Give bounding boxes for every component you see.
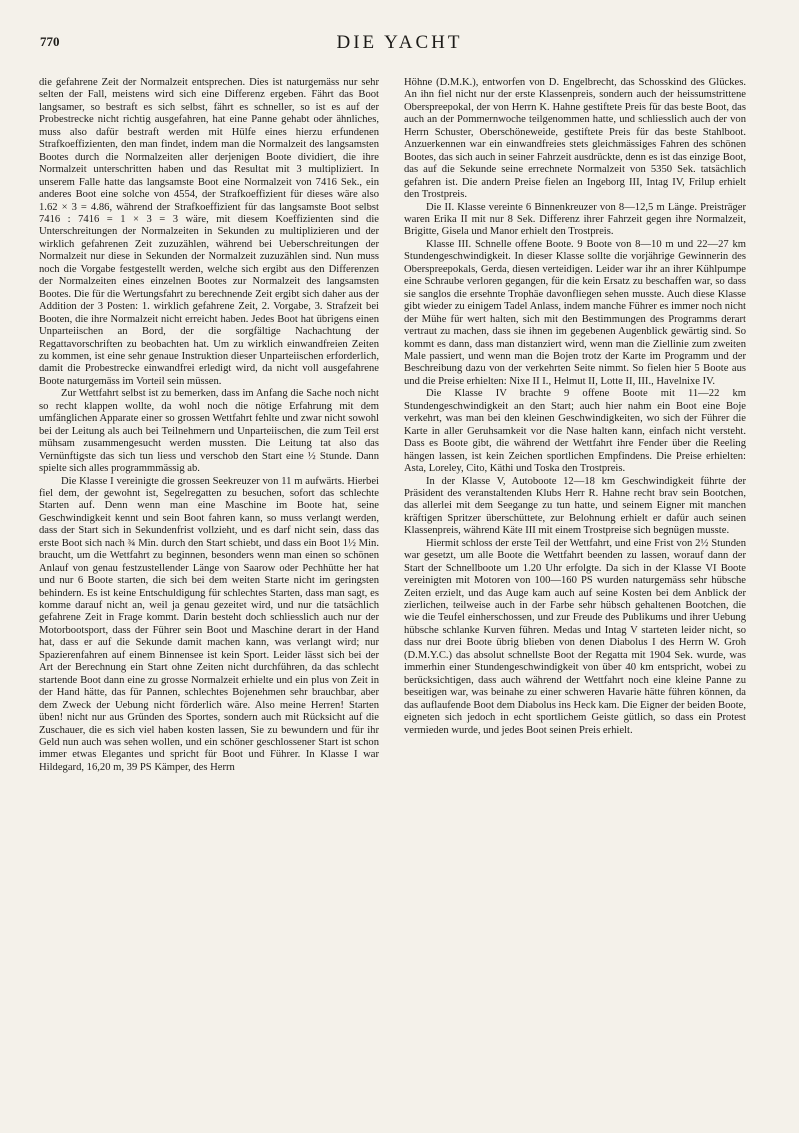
journal-title: DIE YACHT xyxy=(336,32,463,53)
page-number: 770 xyxy=(40,34,60,49)
paragraph: Zur Wettfahrt selbst ist zu bemerken, dass im Anfang die Sache noch nicht so recht klappen wollte, da wohl noch die nötige Erfahrung mit dem umfänglichen Apparate einer so grossen Wettfahrt fehlte und zwar nicht sowohl bei der Leitung als auch bei Teilnehmern und Unparteiischen, die zum Teil erst mühsam zusammengesucht werden mussten. Die Leitung tat also das Vernünftigste das sich tun liess und verschob den Start eine ½ Stunde. Dann spielte sich alles programmmässig ab. xyxy=(39,388,379,475)
paragraph: Klasse III. Schnelle offene Boote. 9 Boote von 8—10 m und 22—27 km Stundengeschwindigkeit. In dieser Klasse sollte die vorjährige Gewinnerin des Oberspreepokals, Gerda, diesen verteidigen. Leider war ihr an ihrer Kühlpumpe eine Schraube verloren gegangen, für die kein Ersatz zu beschaffen war, so dass sie sanglos die ersehnte Trophäe davonfliegen sehen musste. Auch diese Klasse gibt wieder zu einigem Tadel Anlass, indem manche Führer es immer noch nicht der Mühe für wert halten, sich mit den Bestimmungen des Programms derart vertraut zu machen, dass sie ihnen im gegebenen Augenblick gewärtig sind. So kommt es dann, dass man distanziert wird, wenn man die Ziellinie zum zweiten Male passiert, und wenn man die Bojen trotz der Karte im Programm und der Beschreibung dazu von der verkehrten Seite nimmt. So fielen hier 5 Boote aus und die Preise erhielten: Nixe II I., Helmut II, Lotte II, III., Havelnixe IV. xyxy=(404,238,746,387)
paragraph: Höhne (D.M.K.), entworfen von D. Engelbrecht, das Schosskind des Glückes. An ihn fiel nicht nur der erste Klassenpreis, sondern auch der heissumstrittene Oberspreepokal, der von Herrn K. Hahne gestiftete Preis für das beste Boot, das auch an der Pommernwoche teilgenommen hatte, und schliesslich auch der von Herrn Schuster, Oberschöneweide, gestiftete Preis für das beste Stahlboot. Anzuerkennen war ein einwandfreies stets gleichmässiges Fahren des schönen Bootes, das sich auch in seiner Fahrzeit ausdrückte, denn es ist das einzige Boot, das auf die Sekunde seine errechnete Normalzeit von 5350 Sek. tatsächlich gefahren ist. Die andern Preise fielen an Ingeborg III, Intag IV, Frilup erhielt den Trostpreis. xyxy=(404,77,746,201)
paragraph: die gefahrene Zeit der Normalzeit entsprechen. Dies ist naturgemäss nur sehr selten der Fall, meistens wird sich eine Differenz ergeben. Fährt das Boot langsamer, so bestraft es sich selbst, fährt es schneller, so ist es auf der Probestrecke nicht richtig ausgefahren, hat eine Panne gehabt oder ähnliches, muss also dafür bestraft werden mit Hülfe eines hierzu erfundenen Strafkoeffizienten, den man findet, indem man die Normalzeit des langsamsten Bootes durch die Normalzeiten aller derjenigen Boote dividiert, die ihre Normalzeit unterschritten haben und das Resultat mit 3 multipliziert. In unserem Falle hatte das langsamste Boot eine Normalzeit von 7416 Sek., ein anderes Boot eine solche von 4554, der Strafkoeffizient für dieses wäre also 1.62 × 3 = 4.86, während der Strafkoeffizient für das langsamste Boot selbst 7416 : 7416 = 1 × 3 = 3 wäre, mit diesem Koeffizienten sind die Unterschreitungen der Normalzeiten in Sekunden zu multiplizieren und der wirklich gefahrenen Zeit zuzuzählen, während bei Ueberschreitungen der Normalzeit nur diese in Sekunden der Normalzeit zuzuzählen sind. Nun muss noch die Vorgabe festgestellt werden, welche sich ergibt aus den Differenzen der Normalzeiten eines einzelnen Bootes zur Normalzeit des langsamsten Bootes. Die für die Wertungsfahrt zu berechnende Zeit ergibt sich daher aus der Addition der 3 Posten: 1. wirklich gefahrene Zeit, 2. Vorgabe, 3. Strafzeit bei Booten, die ihre Normalzeit nicht erreicht haben. Jedes Boot hat übrigens einen Unparteiischen an Bord, der die sorgfältige Nachachtung der Regattavorschriften zu beobachten hat. Um zu wirklich einwandfreien Zeiten zu kommen, ist eine sehr genaue Instruktion dieser Unparteiischen erforderlich, damit die Probestrecke einwandfrei erledigt wird, da nicht voll ausgefahrene Boote naturgemäss im Vorteil sein müssen. xyxy=(39,77,379,387)
paragraph: Die Klasse IV brachte 9 offene Boote mit 11—22 km Stundengeschwindigkeit an den Start; auch hier nahm ein Boot eine Boje verkehrt, was man bei den kleinen Geschwindigkeiten, wo sich der Führer die Karte in aller Geruhsamkeit vor die Nase halten kann, einfach nicht versteht. Dass es Boote gibt, die während der Wettfahrt ihre Fender über die Reeling hängen lassen, ist kein Zeichen sportlichen Empfindens. Die Preise erhielten: Asta, Loreley, Cito, Käthi und Toska den Trostpreis. xyxy=(404,388,746,475)
paragraph: Die II. Klasse vereinte 6 Binnenkreuzer von 8—12,5 m Länge. Preisträger waren Erika II mit nur 8 Sek. Differenz ihrer Fahrzeit gegen ihre Normalzeit, Brigitte, Gisela und Manor erhielt den Trostpreis. xyxy=(404,201,746,238)
right-column xyxy=(404,77,746,737)
paragraph: Die Klasse I vereinigte die grossen Seekreuzer von 11 m aufwärts. Hierbei fiel dem, der gewohnt ist, Segelregatten zu besuchen, sofort das schlechte Starten auf. Denn wenn man eine Maschine im Boote hat, seine Geschwindigkeit kennt und sein Boot fahren kann, so muss verlangt werden, dass der Start sich in Sekundenfrist vollzieht, und es darf nicht sein, dass das erste Boot sich nach ¾ Min. durch den Start schiebt, und dass ein Boot 1½ Min. braucht, um die Wettfahrt zu beginnen, besonders wenn man einen so schönen Anlauf von genau festzustellender Länge von Saarow oder Pechhütte her hat und nur 6 Boote starten, die sich bei dem weiten Starte nicht im geringsten behindern. Es ist keine Entschuldigung für schlechtes Starten, dass man sagt, es komme darauf nicht an, weil ja genau gezeitet wird, und nur die tatsächlich gefahrene Zeit in Frage kommt. Darin besteht doch schliesslich auch nur der Motorbootsport, dass der Führer sein Boot und Maschine derart in der Hand hat, dass er auf die Sekunde damit machen kann, was verlangt wird; nur Spazierenfahren auf einem Binnensee ist kein Sport. Leider lässt sich bei der Art der Berechnung ein Start ohne Zeiten nicht durchführen, da das schlecht startende Boot dann eine zu grosse Normalzeit erhielte und ein plus von Zeit in der Hand hätte, das für Pannen, schlechtes Bojenehmen sehr brauchbar, aber dem Zweck der Uebung nicht förderlich wäre. Also meine Herren! Starten üben! nicht nur aus Gründen des Sportes, sondern auch mit Rücksicht auf die Zuschauer, die es sich viel haben kosten lassen, Sie zu bewundern und für ihr Geld nun auch was sehen wollen, und ein schöner geschlossener Start ist schon immer etwas Elegantes und spricht für Boot und Führer. In Klasse I war Hildegard, 16,20 m, 39 PS Kämper, des Herrn xyxy=(39,475,379,773)
paragraph: In der Klasse V, Autoboote 12—18 km Geschwindigkeit führte der Präsident des veranstaltenden Klubs Herr R. Hahne recht brav sein Bootchen, das allerlei mit dem Seegange zu tun hatte, und seinem Eigner mit manchen kräftigen Spritzer überschüttete, zur Belohnung erhielt er dafür auch seinen Klassenpreis, während Käte III mit einem Trostpreise sich begnügen musste. xyxy=(404,475,746,537)
left-column xyxy=(39,77,379,774)
paragraph: Hiermit schloss der erste Teil der Wettfahrt, und eine Frist von 2½ Stunden war gesetzt, um alle Boote die Wettfahrt beenden zu lassen, worauf dann der Start der Schnellboote um 1.20 Uhr erfolgte. Da sich in der Klasse VI Boote vereinigten mit Motoren von 100—160 PS wurden naturgemäss sehr hübsche Zeiten erzielt, und das Auge kam auch auf seine Kosten bei dem Anblick der zierlichen, teilweise auch in der Farbe sehr hübsch gehaltenen Bootchen, die wie die Teufel einherschossen, und zur Freude des Publikums und ihrer Uebung hübsche schlanke Kurven führen. Medas und Intag V starteten leider nicht, so dass nur drei Boote übrig blieben von denen Diabolus I des Herrn W. Groh (D.M.Y.C.) das absolut schnellste Boot der Regatta mit 1904 Sek. wurde, was immerhin einer Stundengeschwindigkeit von über 40 km entspricht, wobei zu berücksichtigen, dass auch während der Wettfahrt noch eine kleine Panne zu beseitigen war, was beinahe zu einer schweren Havarie hätte führen können, da das auflaufende Boot dem Diabolus ins Heck kam. Die Eigner der beiden Boote, eigneten sich jedoch in echt sportlichem Geiste gütlich, so dass ein Protest vermieden wurde, und jedes Boot seinen Preis erhielt. xyxy=(404,537,746,736)
